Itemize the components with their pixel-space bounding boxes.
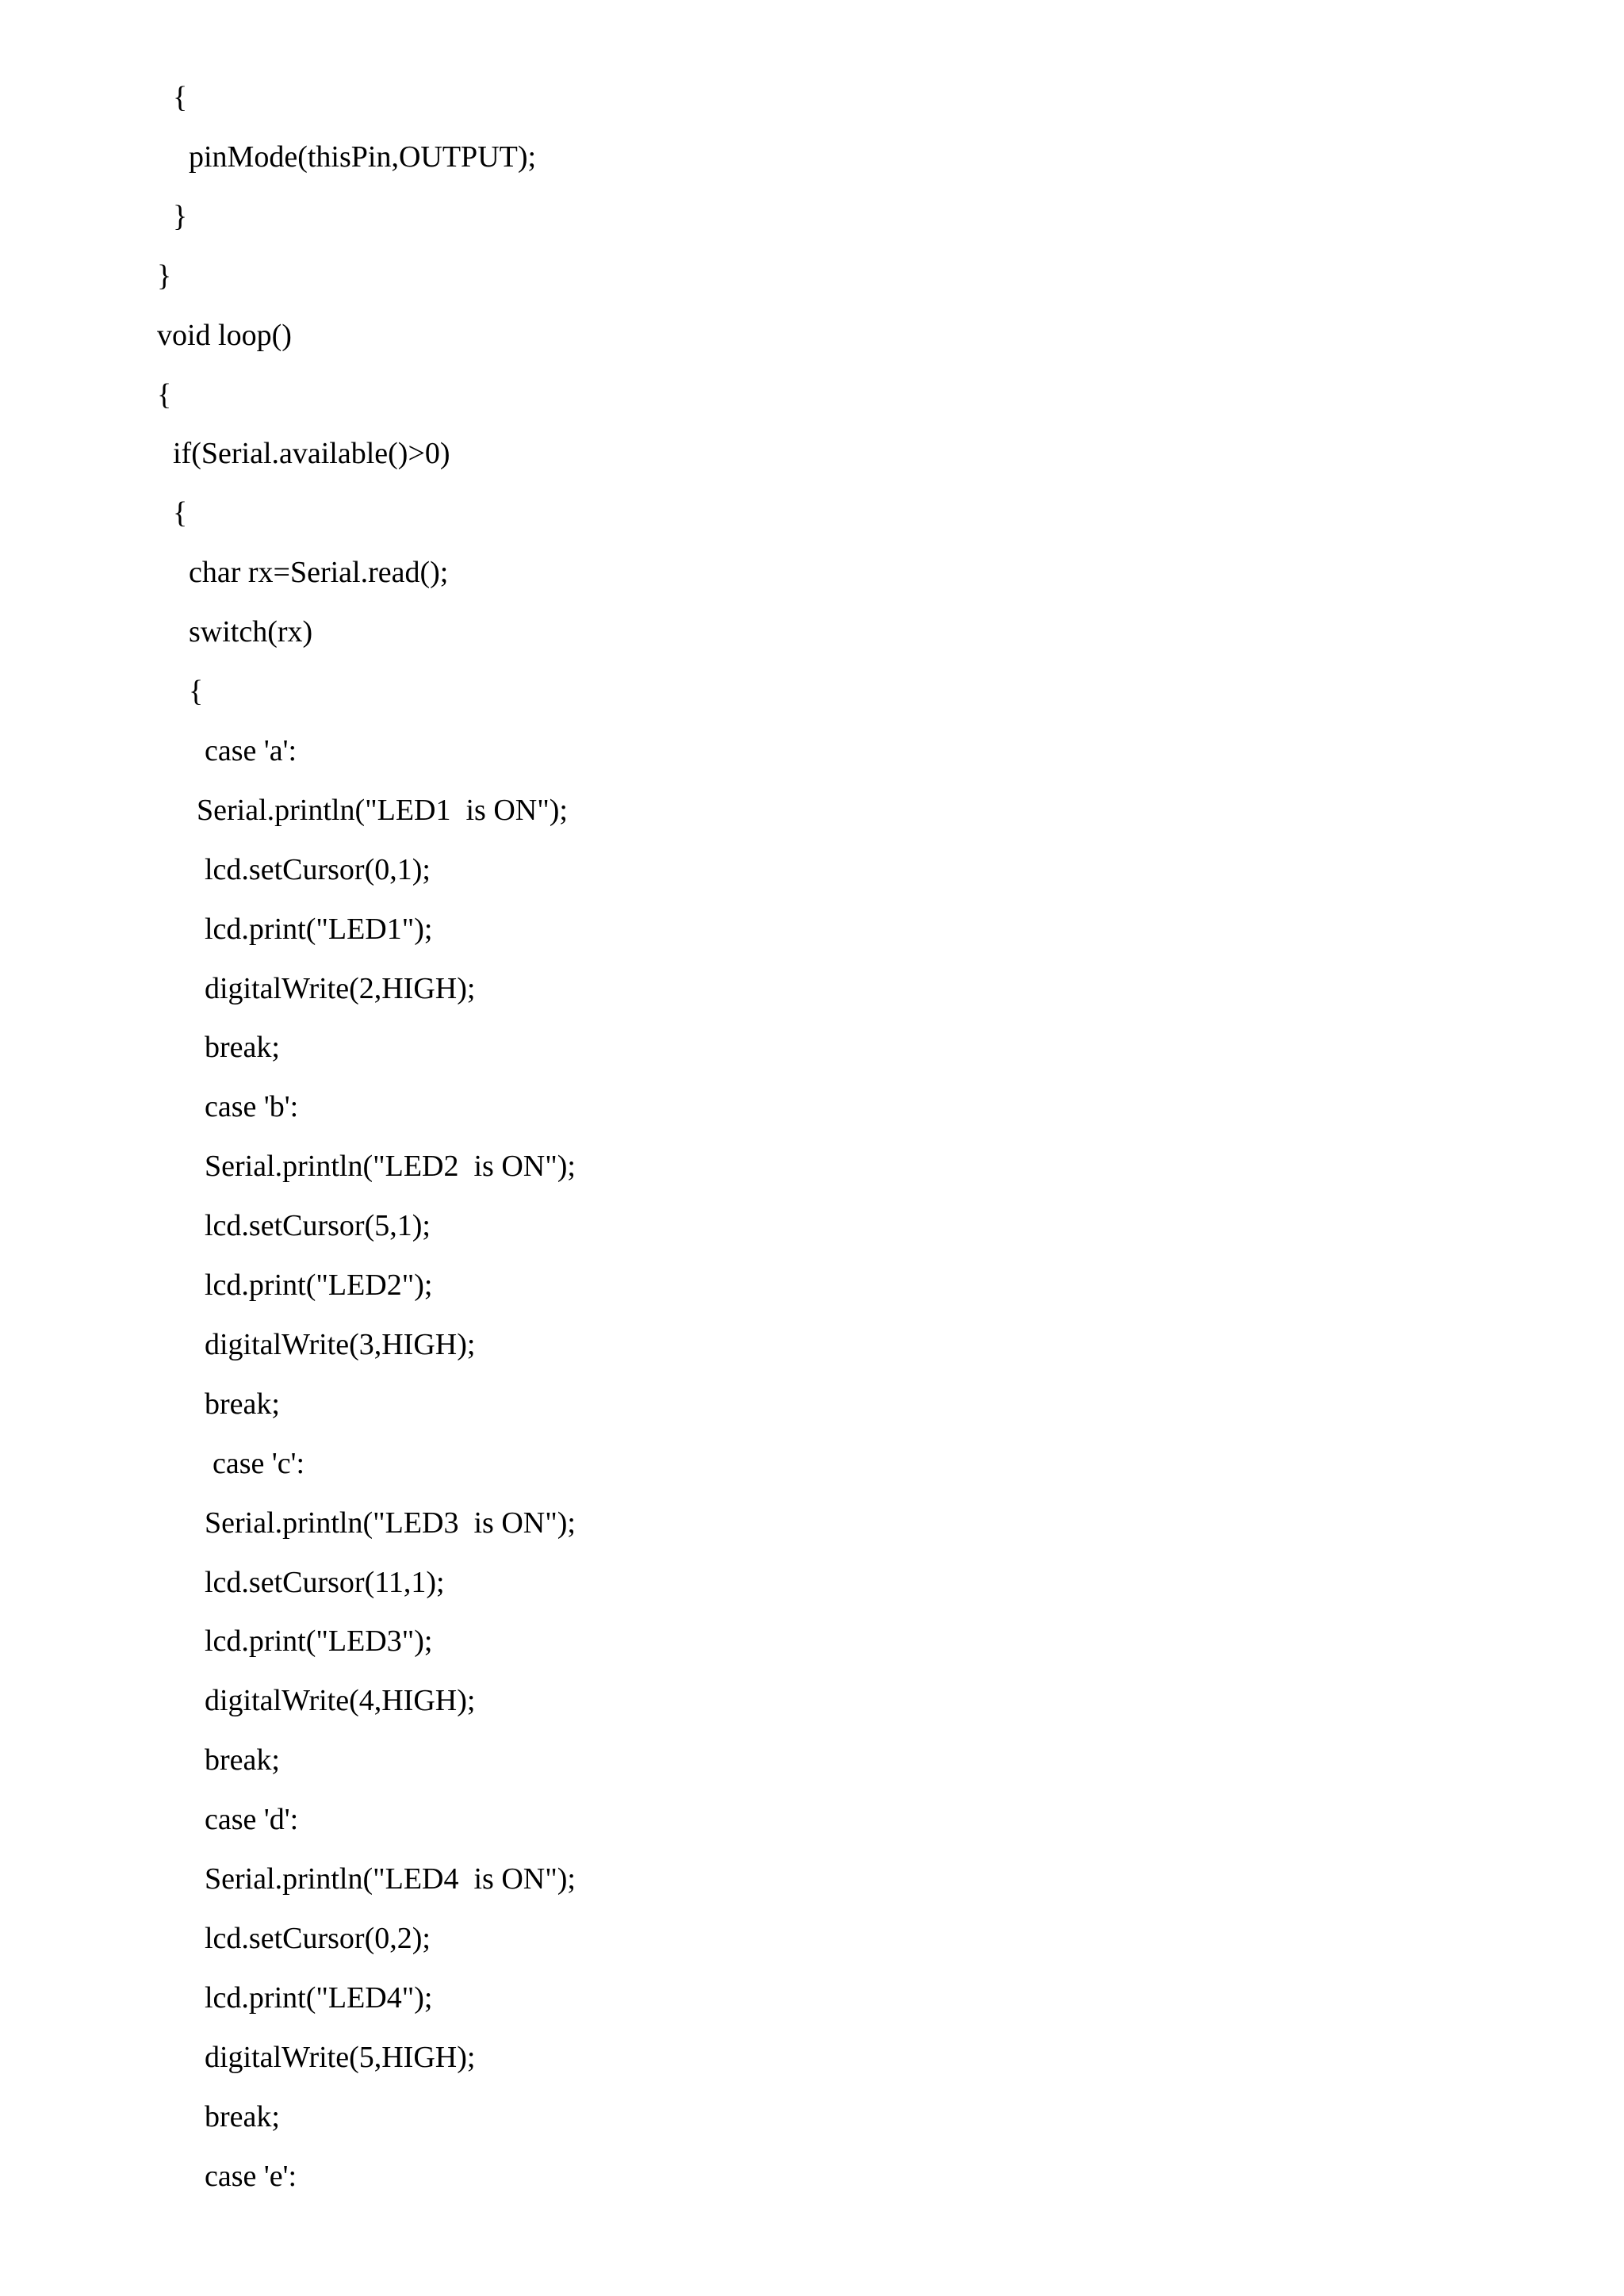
code-line: Serial.println("LED4 is ON"); bbox=[205, 1862, 576, 1896]
code-line: case 'e': bbox=[205, 2159, 297, 2193]
code-line: lcd.setCursor(0,2); bbox=[205, 1921, 431, 1955]
code-line: Serial.println("LED3 is ON"); bbox=[205, 1506, 576, 1540]
code-line: case 'b': bbox=[205, 1090, 299, 1124]
code-line: Serial.println("LED2 is ON"); bbox=[205, 1150, 576, 1184]
code-line: break; bbox=[205, 2099, 280, 2133]
code-line: } bbox=[157, 258, 172, 293]
code-line: lcd.print("LED1"); bbox=[205, 912, 433, 946]
code-line: lcd.print("LED2"); bbox=[205, 1269, 433, 1302]
code-line: digitalWrite(5,HIGH); bbox=[205, 2040, 476, 2074]
code-line: digitalWrite(3,HIGH); bbox=[205, 1327, 476, 1361]
code-line: break; bbox=[205, 1743, 280, 1777]
code-line: case 'a': bbox=[205, 733, 297, 767]
code-line: { bbox=[173, 496, 188, 530]
code-line: case 'd': bbox=[205, 1803, 299, 1837]
code-line: digitalWrite(2,HIGH); bbox=[205, 971, 476, 1005]
code-line: break; bbox=[205, 1387, 280, 1421]
code-line: Serial.println("LED1 is ON"); bbox=[197, 793, 568, 827]
code-line: } bbox=[173, 199, 188, 233]
code-line: break; bbox=[205, 1031, 280, 1065]
code-line: digitalWrite(4,HIGH); bbox=[205, 1684, 476, 1718]
code-line: pinMode(thisPin,OUTPUT); bbox=[189, 140, 537, 174]
code-line: lcd.setCursor(0,1); bbox=[205, 852, 431, 886]
code-line: { bbox=[157, 377, 172, 411]
code-line: lcd.setCursor(11,1); bbox=[205, 1565, 445, 1599]
code-line: if(Serial.available()>0) bbox=[173, 437, 450, 471]
code-line: char rx=Serial.read(); bbox=[189, 556, 449, 590]
code-line: lcd.print("LED3"); bbox=[205, 1624, 433, 1659]
code-line: lcd.print("LED4"); bbox=[205, 1980, 433, 2015]
code-line: switch(rx) bbox=[189, 615, 313, 649]
code-line: { bbox=[173, 81, 188, 114]
code-line: case 'c': bbox=[213, 1446, 305, 1480]
code-line: { bbox=[189, 675, 204, 708]
code-line: void loop() bbox=[157, 318, 292, 352]
code-line: lcd.setCursor(5,1); bbox=[205, 1209, 431, 1243]
